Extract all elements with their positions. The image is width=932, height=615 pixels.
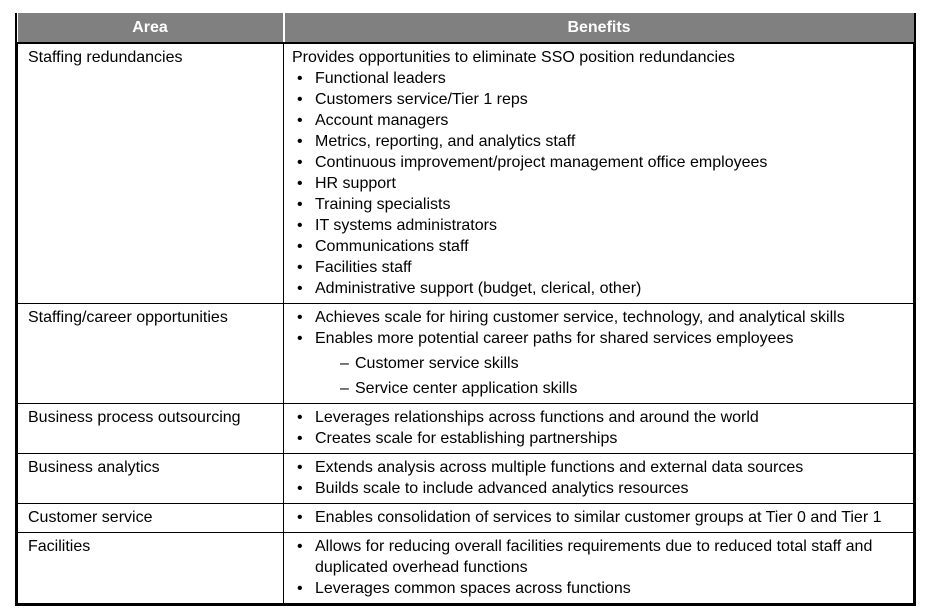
area-cell (18, 43, 284, 304)
benefit-item: • Achieves scale for hiring customer service, technology, and analytical skills (292, 307, 905, 328)
benefits-cell (284, 304, 914, 404)
benefit-item: • Extends analysis across multiple functions and external data sources (292, 457, 905, 478)
benefit-item: • Allows for reducing overall facilities requirements due to reduced total staff and duplicated overhead functions (292, 536, 905, 578)
benefit-sublist (315, 353, 905, 399)
table-row (18, 533, 914, 604)
benefit-item: • Continuous improvement/project management office employees (292, 152, 905, 173)
area-cell (18, 533, 284, 604)
area-benefits-table (17, 13, 914, 604)
column-header-benefits: Benefits (284, 13, 914, 43)
benefits-cell (284, 43, 914, 304)
benefit-item: • Customers service/Tier 1 reps (292, 89, 905, 110)
area-label: Staffing redundancies (28, 49, 183, 66)
area-cell (18, 504, 284, 533)
table-row (18, 304, 914, 404)
benefit-item: • Communications staff (292, 236, 905, 257)
area-label: Customer service (28, 509, 153, 526)
benefit-item: • Training specialists (292, 194, 905, 215)
benefit-item: • Leverages common spaces across functions (292, 578, 905, 599)
benefit-list (292, 68, 905, 299)
area-cell (18, 454, 284, 504)
benefit-subitem: – Service center application skills (315, 378, 905, 399)
benefits-cell (284, 533, 914, 604)
benefit-item: • Leverages relationships across functions and around the world (292, 407, 905, 428)
benefit-list (292, 507, 905, 528)
table-row (18, 504, 914, 533)
benefit-item: • IT systems administrators (292, 215, 905, 236)
benefit-item: • Functional leaders (292, 68, 905, 89)
table-body (18, 43, 914, 604)
benefits-cell (284, 404, 914, 454)
benefits-cell (284, 454, 914, 504)
table-row (18, 43, 914, 304)
area-label: Facilities (28, 538, 91, 555)
benefit-item: • Account managers (292, 110, 905, 131)
benefit-item: • Facilities staff (292, 257, 905, 278)
benefit-item: • Builds scale to include advanced analytics resources (292, 478, 905, 499)
benefit-item: • Enables consolidation of services to similar customer groups at Tier 0 and Tier 1 (292, 507, 905, 528)
benefit-item: • HR support (292, 173, 905, 194)
benefit-list (292, 536, 905, 599)
benefit-list (292, 407, 905, 449)
benefit-item: • Creates scale for establishing partnerships (292, 428, 905, 449)
benefit-intro: Provides opportunities to eliminate SSO position redundancies (292, 49, 735, 66)
table-row (18, 404, 914, 454)
area-cell (18, 404, 284, 454)
benefit-item: • Metrics, reporting, and analytics staff (292, 131, 905, 152)
area-label: Staffing/career opportunities (28, 309, 228, 326)
area-label: Business process outsourcing (28, 409, 241, 426)
benefits-table (15, 13, 916, 606)
area-cell (18, 304, 284, 404)
benefit-list (292, 307, 905, 399)
benefit-list (292, 457, 905, 499)
benefits-cell (284, 504, 914, 533)
column-header-area: Area (18, 13, 284, 43)
header-row (18, 13, 914, 43)
area-label: Business analytics (28, 459, 160, 476)
benefit-subitem: – Customer service skills (315, 353, 905, 374)
benefit-item: • Enables more potential career paths for shared services employees – Customer service skills – Service center application skills (292, 328, 905, 399)
benefit-item: • Administrative support (budget, clerical, other) (292, 278, 905, 299)
table-row (18, 454, 914, 504)
